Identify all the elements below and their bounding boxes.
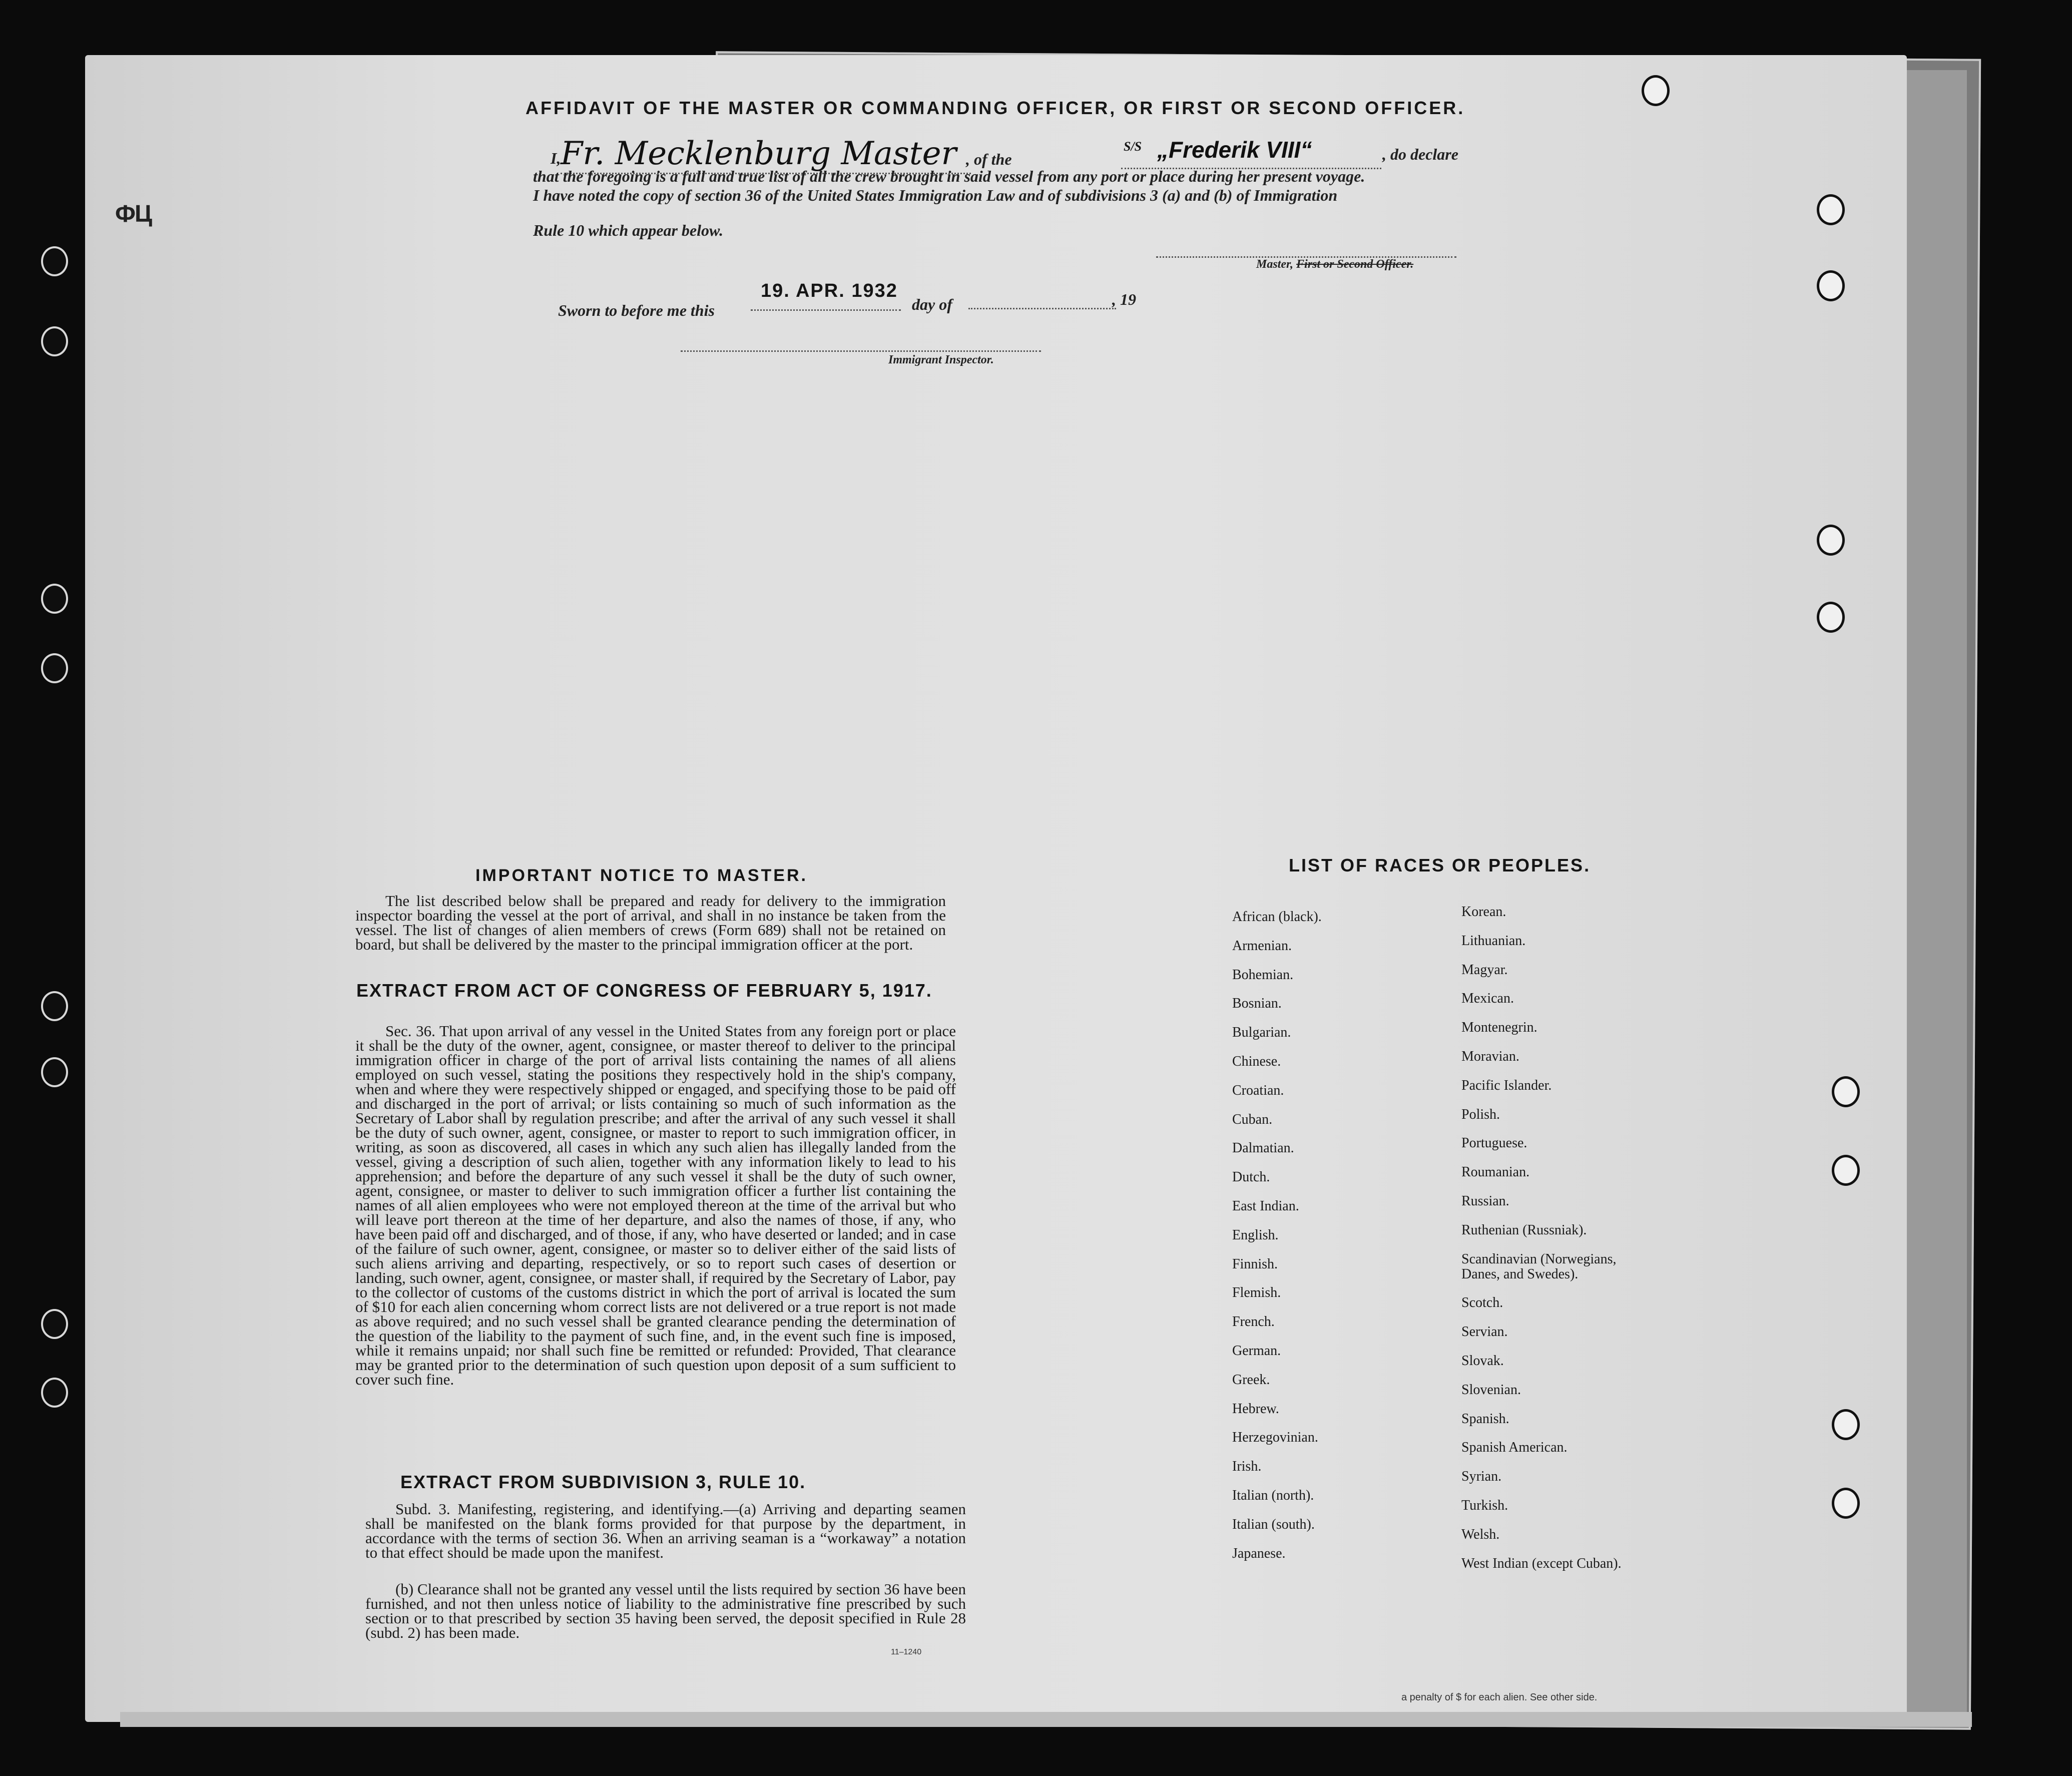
sworn-label: Sworn to before me this [558,301,715,319]
day-of-label: day of [912,295,952,313]
race-entry: Cuban. [1232,1111,1273,1127]
race-entry: Moravian. [1461,1049,1519,1064]
race-entry: Japanese. [1232,1545,1286,1561]
binder-hole-icon [1832,1409,1860,1440]
race-entry: Italian (north). [1232,1488,1314,1503]
race-entry: Pacific Islander. [1461,1077,1552,1093]
act-heading: EXTRACT FROM ACT OF CONGRESS OF FEBRUARY 5, 1917. [356,980,932,1001]
margin-page-number: ФЦ [115,201,152,227]
sworn-date-stamp: 19. APR. 1932 [761,280,898,301]
race-entry: Slovak. [1461,1353,1504,1369]
year-prefix: , 19 [1112,290,1136,308]
bottom-note: a penalty of $ for each alien. See other side. [1401,1692,1598,1703]
race-entry: Montenegrin. [1461,1020,1537,1036]
vessel-prefix: S/S [1124,139,1142,154]
race-entry: Chinese. [1232,1054,1281,1069]
declaration-line-3: I have noted the copy of section 36 of the United States Immigration Law and of subdivisions 3 (a) and (b) of Immigration [533,186,1338,204]
race-entry: Scotch. [1461,1295,1503,1311]
act-section-36-body: Sec. 36. That upon arrival of any vessel in the United States from any foreign port or place it shall be the duty of the owner, agent, consignee, or master thereof to deliver to the principal immigration officer in charge of the port of arrival lists containing the names of all aliens employed on such vessel, stating the positions they respectively hold in the ship's company, when and where they were respectively shipped or engaged, and specifying those to be paid off and discharged in the port of arrival; or lists containing so much of such information as the Secretary of Labor shall by regulation prescribe; and after the arrival of any such vessel it shall be the duty of such owner, agent, consignee, or master to report to such immigration officer, in writing, as soon as discovered, all cases in which any such alien has illegally landed from the vessel, giving a description of such alien, together with any information likely to lead to his apprehension; and before the departure of any such vessel it shall be the duty of such owner, agent, consignee, or master to deliver to such immigration officer a further list containing the names of all alien employees who were not employed thereon at the time of the arrival but who will leave port thereon at the time of her departure, and also the names of those, if any, who have been paid off and discharged, and of those, if any, who have deserted or landed; and in case of the failure of such owner, agent, consignee, or master so to deliver either of the said lists of such aliens arriving and departing, respectively, or so to report such cases of desertion or landing, such owner, agent, consignee, or master shall, if required by the Secretary of Labor, pay to the collector of customs of the customs district in which the port of arrival is located the sum of $10 for each alien concerning whom correct lists are not delivered or a true report is not made as above required; and no such vessel shall be granted clearance pending the determination of the question of the liability to the payment of such fine, and, in the event such fine is imposed, while it remains unpaid; nor shall such fine be remitted or refunded: Provided, That clearance may be granted prior to the determination of such question upon deposit of a sum sufficient to cover such fine. [355,1022,956,1388]
binder-hole-icon [1817,194,1845,225]
binder-hole-icon [1817,602,1845,633]
rule10-heading: EXTRACT FROM SUBDIVISION 3, RULE 10. [400,1472,806,1492]
race-entry: Greek. [1232,1372,1270,1388]
race-entry: Bulgarian. [1232,1025,1291,1041]
rule10-subdivision-b: (b) Clearance shall not be granted any vessel until the lists required by section 36 have been furnished, and not then unless notice of liability to the administrative fine prescribed by such section or to that prescribed by section 35 having been served, the deposit specified in Rule 28 (subd. 2) has been made. [365,1580,966,1641]
race-entry: Dutch. [1232,1169,1270,1185]
race-entry: Bosnian. [1232,996,1282,1012]
binder-hole-icon [1817,270,1845,301]
races-heading: LIST OF RACES OR PEOPLES. [1289,855,1591,875]
notice-heading: IMPORTANT NOTICE TO MASTER. [475,866,808,885]
race-entry: Spanish American. [1461,1440,1568,1456]
master-caption [1256,258,1413,271]
master-caption-label: Master, [1256,258,1294,271]
race-entry: French. [1232,1314,1275,1330]
race-entry: Russian. [1461,1193,1509,1209]
race-entry: Spanish. [1461,1411,1509,1427]
i-label: I, [551,149,561,167]
binder-hole-icon [41,653,68,683]
race-entry: Danes, and Swedes). [1461,1266,1579,1282]
binder-hole-icon [41,1057,68,1087]
form-number: 11–1240 [891,1648,922,1656]
do-declare-label: , do declare [1382,145,1458,163]
race-entry: Roumanian. [1461,1164,1530,1180]
race-entry: Ruthenian (Russniak). [1461,1222,1587,1238]
page-bottom-edge [120,1712,1972,1727]
race-entry: Hebrew. [1232,1401,1279,1417]
race-entry: East Indian. [1232,1198,1299,1214]
declaration-line-4: Rule 10 which appear below. [533,221,724,239]
race-entry: Armenian. [1232,938,1292,954]
race-entry: Scandinavian (Norwegians, [1461,1251,1617,1267]
race-entry: African (black). [1232,909,1322,925]
race-entry: German. [1232,1343,1281,1359]
affidavit-page [85,55,1907,1722]
binder-hole-icon [41,1378,68,1408]
binder-hole-icon [1817,525,1845,556]
vessel-name: „Frederik VIII“ [1157,137,1312,163]
race-entry: Bohemian. [1232,967,1294,983]
declaration-line-2: that the foregoing is a full and true list of all the crew brought in said vessel from any port or place during her present voyage. [533,167,1365,185]
race-entry: English. [1232,1227,1279,1243]
sworn-date-line [751,309,901,311]
affidavit-title: AFFIDAVIT OF THE MASTER OR COMMANDING OFFICER, OR FIRST OR SECOND OFFICER. [526,98,1465,118]
race-entry: Mexican. [1461,991,1514,1007]
race-entry: West Indian (except Cuban). [1461,1555,1622,1571]
binder-hole-icon [1642,75,1670,106]
race-entry: Welsh. [1461,1526,1500,1542]
race-entry: Italian (south). [1232,1516,1315,1532]
of-the-label: , of the [966,150,1012,168]
race-entry: Slovenian. [1461,1382,1521,1398]
binder-hole-icon [41,991,68,1021]
inspector-signature-line [681,350,1041,352]
binder-hole-icon [41,1309,68,1339]
race-entry: Magyar. [1461,962,1508,978]
binder-hole-icon [1832,1076,1860,1107]
race-entry: Syrian. [1461,1469,1502,1485]
binder-hole-icon [1832,1155,1860,1186]
race-entry: Turkish. [1461,1498,1508,1513]
inspector-caption: Immigrant Inspector. [888,353,994,366]
race-entry: Irish. [1232,1459,1262,1475]
binder-hole-icon [41,584,68,614]
day-line [968,308,1116,309]
race-entry: Portuguese. [1461,1135,1527,1151]
race-entry: Herzegovinian. [1232,1430,1318,1446]
notice-body: The list described below shall be prepared and ready for delivery to the immigration inspector boarding the vessel at the port of arrival, and shall in no instance be taken from the vessel. The list of changes of alien members of crews (Form 689) shall not be retained on board, but shall be delivered by the master to the principal immigration officer at the port. [355,892,946,953]
race-entry: Croatian. [1232,1082,1284,1098]
race-entry: Servian. [1461,1324,1508,1340]
binder-hole-icon [41,246,68,276]
signatory-handwritten-name: Fr. Mecklenburg Master [561,135,957,172]
binder-hole-icon [1832,1488,1860,1519]
race-entry: Lithuanian. [1461,933,1526,949]
race-entry: Polish. [1461,1106,1500,1122]
binder-hole-icon [41,326,68,356]
struck-officer-caption: First or Second Officer. [1296,258,1414,271]
race-entry: Dalmatian. [1232,1140,1294,1156]
race-entry: Flemish. [1232,1285,1281,1301]
race-entry: Korean. [1461,904,1506,920]
race-entry: Finnish. [1232,1256,1278,1272]
rule10-subdivision-a: Subd. 3. Manifesting, registering, and identifying.—(a) Arriving and departing seamen shall be manifested on the blank forms provided for that purpose by the department, in accordance with the terms of section 36. When an arriving seaman is a “workaway” a notation to that effect should be made upon the manifest. [365,1500,966,1561]
